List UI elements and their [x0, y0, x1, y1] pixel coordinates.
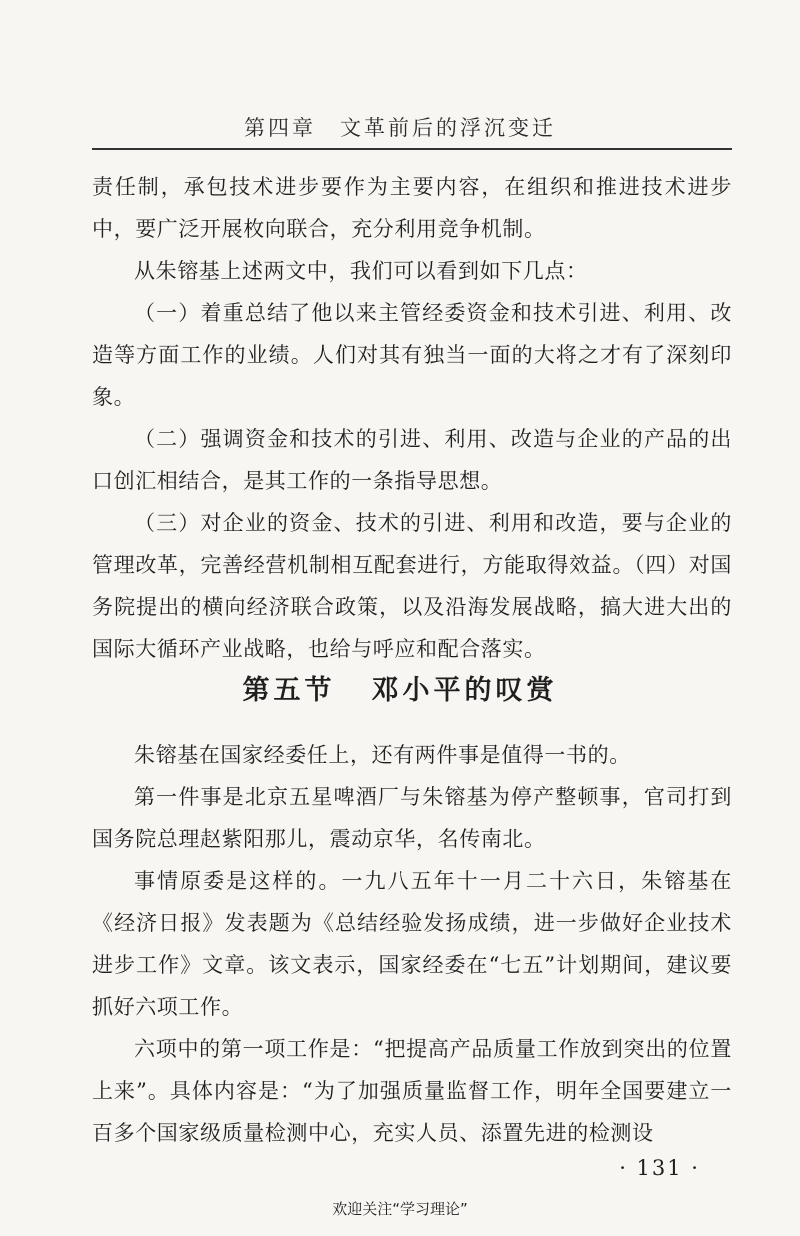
paragraph: （三）对企业的资金、技术的引进、利用和改造，要与企业的管理改革，完善经营机制相互配套进行，方能取得效益。（四）对国务院提出的横向经济联合政策，以及沿海发展战略，搞大进大出的国际大循环产业战略，也给与呼应和配合落实。	[92, 511, 732, 661]
body-text-bottom	[92, 734, 732, 1154]
paragraph: （一）着重总结了他以来主管经委资金和技术引进、利用、改造等方面工作的业绩。人们对其有独当一面的大将之才有了深刻印象。	[92, 301, 732, 409]
paragraph: 朱镕基在国家经委任上，还有两件事是值得一书的。	[134, 743, 631, 767]
section-title: 邓小平的叹赏	[371, 675, 558, 706]
paragraph: 从朱镕基上述两文中，我们可以看到如下几点：	[134, 259, 588, 283]
header-rule	[92, 148, 732, 150]
page-number: · 131 ·	[619, 1156, 700, 1180]
paragraph: 第一件事是北京五星啤酒厂与朱镕基为停产整顿事，官司打到国务院总理赵紫阳那儿，震动京华，名传南北。	[92, 785, 732, 851]
paragraph: 事情原委是这样的。一九八五年十一月二十六日，朱镕基在《经济日报》发表题为《总结经验发扬成绩，进一步做好企业技术进步工作》文章。该文表示，国家经委在“七五”计划期间，建议要抓好六项工作。	[92, 869, 732, 1019]
body-text-top	[92, 166, 732, 670]
section-heading	[0, 668, 800, 707]
running-header: 第四章 文革前后的浮沉变迁	[244, 116, 556, 140]
paragraph: （二）强调资金和技术的引进、利用、改造与企业的产品的出口创汇相结合，是其工作的一条指导思想。	[92, 427, 732, 493]
paragraph: 责任制，承包技术进步要作为主要内容，在组织和推进技术进步中，要广泛开展枚向联合，充分利用竞争机制。	[92, 175, 732, 241]
paragraph: 六项中的第一项工作是：“把提高产品质量工作放到突出的位置上来”。具体内容是：“为了加强质量监督工作，明年全国要建立一百多个国家级质量检测中心，充实人员、添置先进的检测设	[92, 1037, 732, 1145]
footer-note: 欢迎关注“学习理论”	[332, 1200, 468, 1218]
section-number: 第五节	[242, 675, 336, 706]
